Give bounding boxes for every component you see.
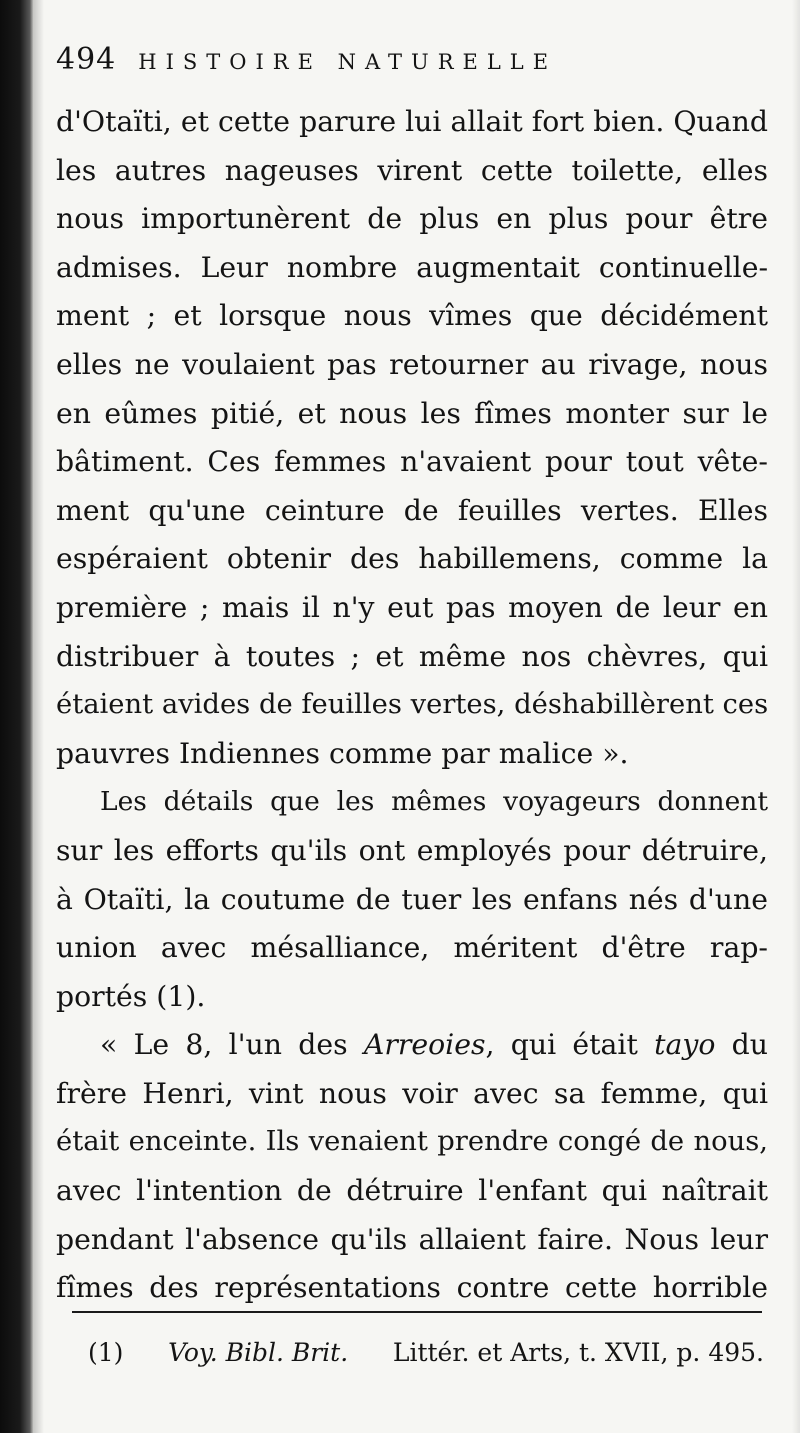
paragraph-1-line: pauvres Indiennes comme par malice ». <box>56 736 629 770</box>
paragraph-3-line: frère Henri, vint nous voir avec sa femme, qui <box>56 1076 768 1110</box>
paragraph-1-line: elles ne voulaient pas retourner au rivage, nous <box>56 347 768 381</box>
paragraph-1-line: bâtiment. Ces femmes n'avaient pour tout vête- <box>56 445 768 479</box>
paragraph-3-line: fîmes des représentations contre cette horrible <box>56 1271 768 1305</box>
footnote-details: Littér. et Arts, t. XVII, p. 495. <box>392 1338 764 1367</box>
paragraph-2-line: union avec mésalliance, méritent d'être rap- <box>56 931 768 965</box>
paragraph-3-line-1 <box>56 1021 768 1070</box>
text-block <box>56 42 768 1313</box>
paragraph-1-line: ment ; et lorsque nous vîmes que décidément <box>56 299 768 333</box>
paragraph-1-line: d'Otaïti, et cette parure lui allait fort bien. Quand <box>56 105 768 138</box>
paragraph-1-line: admises. Leur nombre augmentait continuelle- <box>56 250 768 284</box>
italic-term-tayo: tayo <box>654 1028 716 1062</box>
paragraph-3 <box>56 1021 768 1313</box>
paragraph-1-line: ment qu'une ceinture de feuilles vertes. Elles <box>56 493 768 527</box>
page-right-edge <box>792 0 800 1433</box>
paragraph-1-line: étaient avides de feuilles vertes, déshabillèrent ces <box>56 689 769 721</box>
paragraph-3-line: pendant l'absence qu'ils allaient faire. Nous leur <box>56 1222 768 1256</box>
paragraph-1-line: en eûmes pitié, et nous les fîmes monter sur le <box>56 396 768 430</box>
footnote-source: Voy. Bibl. Brit. <box>168 1338 349 1367</box>
paragraph-1-line: première ; mais il n'y eut pas moyen de leur en <box>56 590 768 624</box>
page-number: 494 <box>56 42 117 77</box>
footnote-rule <box>72 1311 762 1313</box>
paragraph-2-line: sur les efforts qu'ils ont employés pour détruire, <box>56 833 768 867</box>
paragraph-1-line: espéraient obtenir des habillemens, comme la <box>56 542 768 576</box>
paragraph-1-line: nous importunèrent de plus en plus pour être <box>56 202 768 236</box>
footnote-marker: (1) <box>88 1338 124 1367</box>
paragraph-2 <box>56 778 768 1021</box>
paragraph-2-line: portés (1). <box>56 979 206 1013</box>
paragraph-3-line: avec l'intention de détruire l'enfant qui naîtrait <box>56 1174 768 1208</box>
footnote <box>88 1333 764 1373</box>
paragraph-1-line: distribuer à toutes ; et même nos chèvres, qui <box>56 639 768 673</box>
paragraph-2-line: à Otaïti, la coutume de tuer les enfans nés d'une <box>56 882 768 916</box>
paragraph-2-line: Les détails que les mêmes voyageurs donnent <box>100 786 768 818</box>
binding-edge-shadow <box>34 0 44 1433</box>
paragraph-1 <box>56 98 768 778</box>
italic-term-arreoies: Arreoies <box>363 1028 486 1062</box>
paragraph-3-line: était enceinte. Ils venaient prendre congé de nous, <box>56 1126 768 1158</box>
line-text: du <box>715 1028 768 1062</box>
running-head <box>56 42 768 98</box>
page-binding-shadow <box>0 0 34 1433</box>
line-text: « Le 8, l'un des <box>100 1028 364 1062</box>
line-text: , qui était <box>485 1028 655 1062</box>
running-title: HISTOIRE NATURELLE <box>138 50 558 74</box>
paragraph-1-line: les autres nageuses virent cette toilette, elles <box>56 153 768 187</box>
